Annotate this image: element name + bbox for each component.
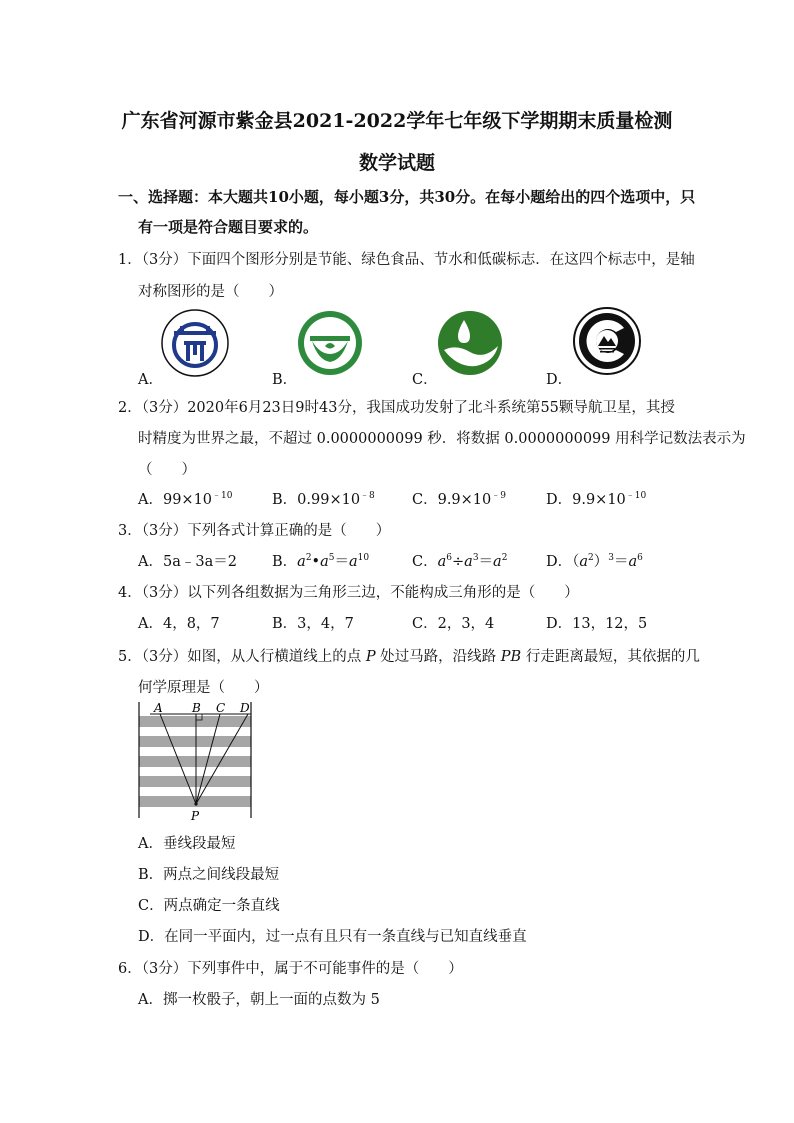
page-title: 广东省河源市紫金县2021-2022学年七年级下学期期末质量检测 (121, 110, 673, 132)
q4-option-c[interactable]: C．2，3，4 (412, 616, 495, 632)
crosswalk-figure (130, 698, 260, 822)
q1-option-c[interactable]: C． (412, 372, 438, 388)
section-heading-line1: 一、选择题：本大题共10小题，每小题3分，共30分。在每小题给出的四个选项中，只 (118, 188, 696, 206)
q1-option-d[interactable]: D． (546, 372, 573, 388)
figure-label-b: B (192, 701, 201, 715)
q1-stem-line2: 对称图形的是（ ） (138, 284, 283, 300)
page-subtitle: 数学试题 (358, 152, 435, 174)
section-heading-line2: 有一项是符合题目要求的。 (138, 218, 319, 236)
q3-option-b[interactable]: B．$a^2•a^5=a^{10}$ (272, 553, 370, 570)
q2-option-b[interactable]: B．$0.99\times 10^{﹣8}$ (272, 491, 375, 508)
q3-option-d[interactable]: D．$(a^2)^3=a^6$ (546, 553, 643, 570)
q1-option-a[interactable]: A． (138, 372, 163, 388)
q4-option-a[interactable]: A．4，8，7 (138, 616, 220, 632)
q1-option-b[interactable]: B． (272, 372, 298, 388)
figure-label-c: C (216, 701, 226, 715)
figure-label-a: A (154, 701, 163, 715)
q1-stem-line1: 1．（3分）下面四个图形分别是节能、绿色食品、节水和低碳标志．在这四个标志中，是轴 (118, 252, 695, 268)
q2-stem-line2: 时精度为世界之最，不超过 0.0000000099 秒．将数据 0.0000000099 用科学记数法表示为 (138, 431, 746, 447)
q6-stem: 6．（3分）下列事件中，属于不可能事件的是（ ） (118, 961, 463, 977)
water-saving-logo-icon (436, 310, 504, 376)
q4-option-d[interactable]: D．13，12，5 (546, 616, 648, 632)
q4-option-b[interactable]: B．3，4，7 (272, 616, 354, 632)
q5-option-d[interactable]: D．在同一平面内，过一点有且只有一条直线与已知直线垂直 (138, 929, 527, 945)
q3-option-c[interactable]: C．$a^6\div a^3=a^2$ (412, 553, 508, 570)
q3-option-a[interactable]: A．5a﹣3a＝2 (138, 554, 237, 570)
low-carbon-logo-icon (572, 306, 642, 376)
q5-stem-line2: 何学原理是（ ） (138, 680, 269, 696)
q5-option-a[interactable]: A．垂线段最短 (138, 836, 236, 852)
energy-saving-logo-icon (160, 308, 230, 378)
q2-option-a[interactable]: A．$99\times 10^{﹣10}$ (138, 491, 233, 508)
green-food-logo-icon (296, 310, 364, 376)
figure-label-d: D (240, 701, 250, 715)
q5-option-b[interactable]: B．两点之间线段最短 (138, 867, 280, 883)
q3-stem: 3．（3分）下列各式计算正确的是（ ） (118, 523, 391, 539)
q2-stem-line3: （ ） (138, 462, 196, 478)
q6-option-a[interactable]: A．掷一枚骰子，朝上一面的点数为 5 (138, 992, 380, 1008)
q4-stem: 4．（3分）以下列各组数据为三角形三边，不能构成三角形的是（ ） (118, 585, 579, 601)
figure-label-p: P (191, 809, 200, 822)
q5-option-c[interactable]: C．两点确定一条直线 (138, 898, 280, 914)
q2-stem-line1: 2．（3分）2020年6月23日9时43分，我国成功发射了北斗系统第55颗导航卫星，其授 (118, 400, 675, 416)
q2-option-c[interactable]: C．$9.9\times 10^{﹣9}$ (412, 491, 506, 508)
q2-option-d[interactable]: D．$9.9\times 10^{﹣10}$ (546, 491, 647, 508)
q5-stem-line1: 5．（3分）如图，从人行横道线上的点 P 处过马路，沿线路 PB 行走距离最短，其依据的几 (118, 649, 700, 665)
